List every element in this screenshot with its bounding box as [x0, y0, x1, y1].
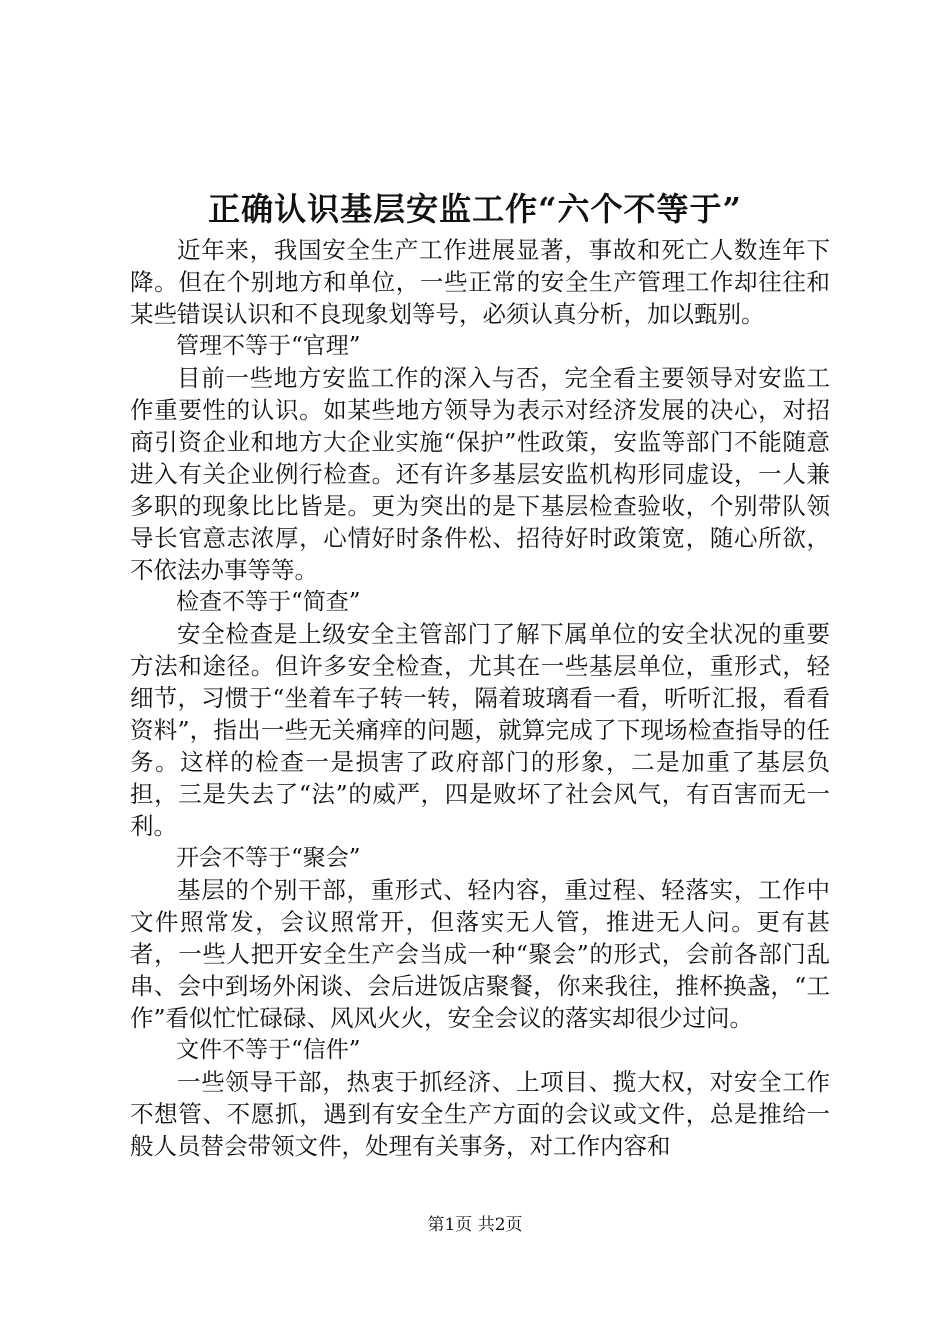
intro-paragraph: 近年来，我国安全生产工作进展显著，事故和死亡人数连年下降。但在个别地方和单位，一些正常的安全生产管理工作却往往和某些错误认识和不良现象划等号，必须认真分析，加以甄别。 — [130, 236, 830, 328]
section-heading-document: 文件不等于“信件” — [176, 1037, 361, 1063]
section-paragraph-management: 目前一些地方安监工作的深入与否，完全看主要领导对安监工作重要性的认识。如某些地方领导为表示对经济发展的决心，对招商引资企业和地方大企业实施“保护”性政策，安监等部门不能随意进入有关企业例行检查。还有许多基层安监机构形同虚设，一人兼多职的现象比比皆是。更为突出的是下基层检查验收，个别带队领导长官意志浓厚，心情好时条件松、招待好时政策宽，随心所欲，不依法办事等等。 — [130, 364, 830, 584]
section-heading-inspection: 检查不等于“简查” — [176, 589, 361, 615]
document-title: 正确认识基层安监工作“六个不等于” — [208, 190, 742, 228]
document-body — [130, 234, 830, 1162]
section-heading-meeting: 开会不等于“聚会” — [176, 845, 361, 871]
section-paragraph-meeting: 基层的个别干部，重形式、轻内容，重过程、轻落实，工作中文件照常发，会议照常开，但落实无人管，推进无人问。更有甚者，一些人把开安全生产会当成一种“聚会”的形式，会前各部门乱串、会中到场外闲谈、会后进饭店聚餐，你来我往，推杯换盏，“工作”看似忙忙碌碌、风风火火，安全会议的落实却很少过问。 — [130, 876, 830, 1032]
section-paragraph-inspection: 安全检查是上级安全主管部门了解下属单位的安全状况的重要方法和途径。但许多安全检查，尤其在一些基层单位，重形式，轻细节，习惯于“坐着车子转一转，隔着玻璃看一看，听听汇报，看看资料”，指出一些无关痛痒的问题，就算完成了下现场检查指导的任务。这样的检查一是损害了政府部门的形象，二是加重了基层负担，三是失去了“法”的威严，四是败坏了社会风气，有百害而无一利。 — [130, 620, 830, 840]
section-paragraph-document: 一些领导干部，热衷于抓经济、上项目、揽大权，对安全工作不想管、不愿抓，遇到有安全生产方面的会议或文件，总是推给一般人员替会带领文件，处理有关事务，对工作内容和 — [130, 1068, 830, 1160]
section-heading-management: 管理不等于“官理” — [176, 333, 361, 359]
page-footer: 第1页 共2页 — [427, 1215, 523, 1235]
